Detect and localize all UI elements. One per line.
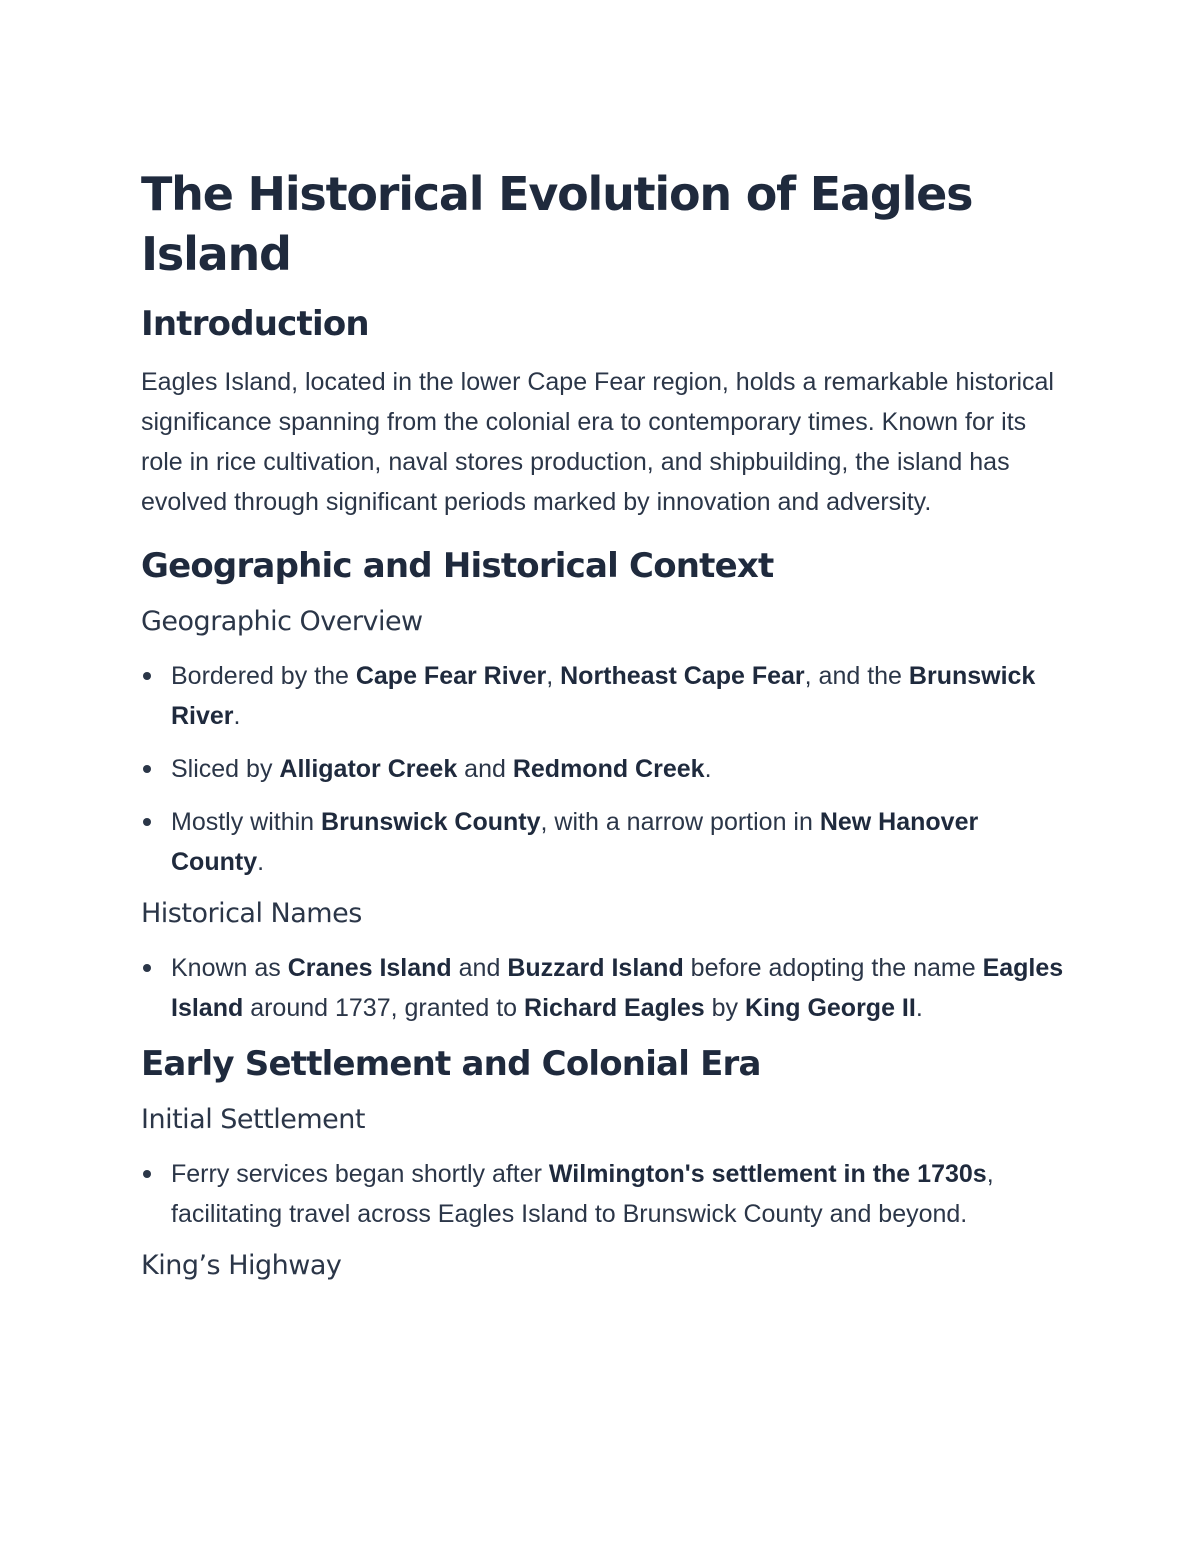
geographic-overview-list: [141, 656, 1071, 882]
subheading-geographic-overview: Geographic Overview: [141, 606, 423, 637]
subheading-kings-highway: King’s Highway: [141, 1250, 342, 1281]
subheading-initial-settlement: Initial Settlement: [141, 1104, 365, 1135]
intro-paragraph: Eagles Island, located in the lower Cape Fear region, holds a remarkable historical significance spanning from the colonial era to contemporary times. Known for its role in rice cultivation, naval stores production, and shipbuilding, the island has evolved through significant periods marked by innovation and adversity.: [141, 368, 1054, 516]
list-item: Sliced by Alligator Creek and Redmond Creek.: [141, 749, 1071, 789]
list-item: Bordered by the Cape Fear River, Northeast Cape Fear, and the Brunswick River.: [141, 656, 1071, 736]
list-item: Mostly within Brunswick County, with a narrow portion in New Hanover County.: [141, 802, 1071, 882]
bullet-icon: [143, 1170, 151, 1178]
historical-names-list: [141, 948, 1071, 1028]
section-heading-early-settlement: Early Settlement and Colonial Era: [141, 1044, 761, 1084]
document-title: The Historical Evolution of Eagles Island: [141, 167, 973, 281]
section-heading-geographic-context: Geographic and Historical Context: [141, 546, 774, 586]
subheading-historical-names: Historical Names: [141, 898, 362, 929]
bullet-icon: [143, 672, 151, 680]
document-page: [141, 164, 1071, 1300]
list-item: Ferry services began shortly after Wilmington's settlement in the 1730s, facilitating travel across Eagles Island to Brunswick County and beyond.: [141, 1154, 1071, 1234]
bullet-icon: [143, 765, 151, 773]
bullet-icon: [143, 818, 151, 826]
list-item: Known as Cranes Island and Buzzard Island before adopting the name Eagles Island around 1737, granted to Richard Eagles by King George II.: [141, 948, 1071, 1028]
initial-settlement-list: [141, 1154, 1071, 1234]
section-heading-introduction: Introduction: [141, 304, 369, 344]
bullet-icon: [143, 964, 151, 972]
